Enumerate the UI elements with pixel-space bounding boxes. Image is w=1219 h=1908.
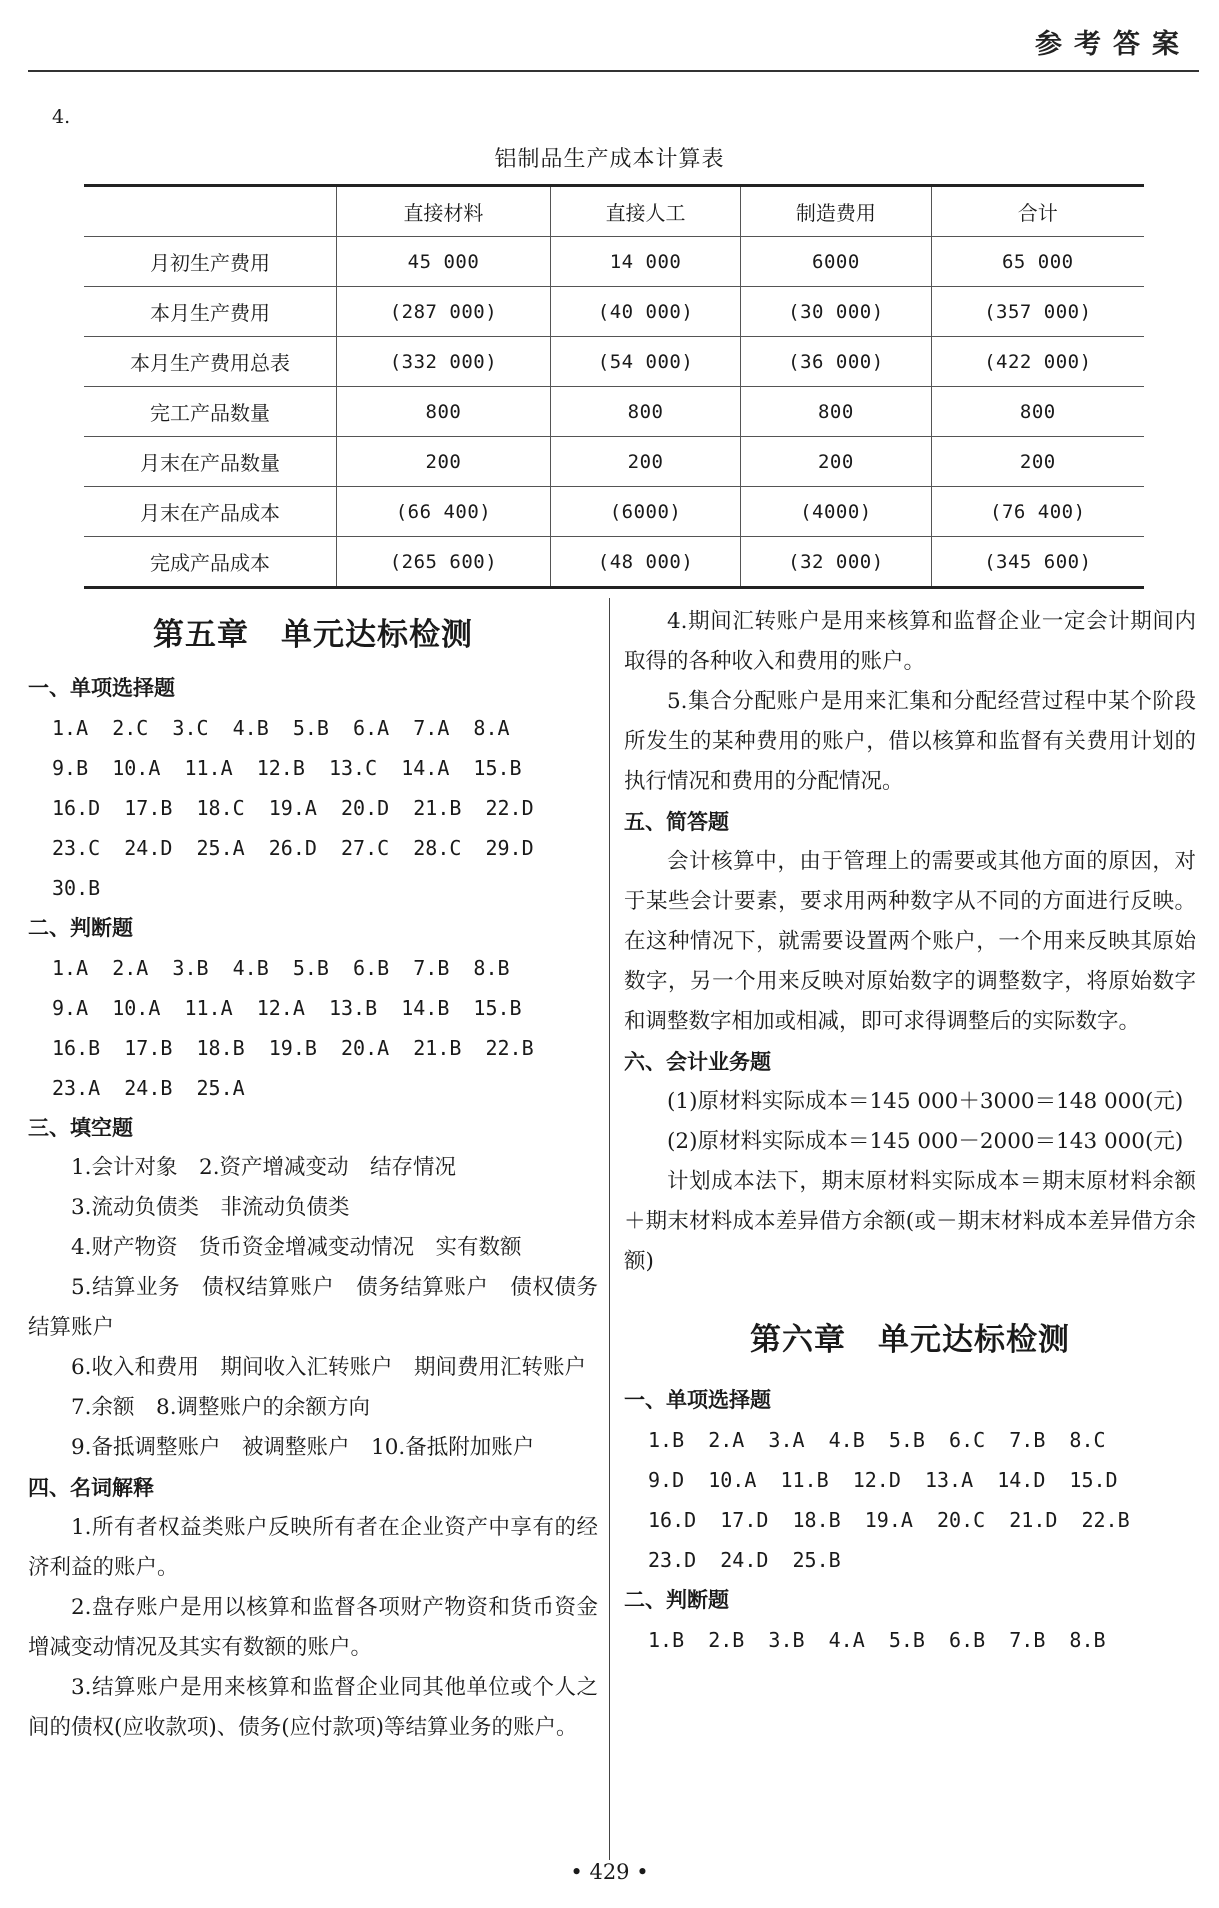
fill-answer: 4.财产物资 货币资金增减变动情况 实有数额 <box>71 1235 522 1260</box>
short-answer: 会计核算中，由于管理上的需要或其他方面的原因，对于某些会计要素，要求用两种数字从不同的方面进行反映。在这种情况下，就需要设置两个账户，一个用来反映其原始数字，另一个用来反映对原始数字的调整数字，将原始数字和调整数字相加或相减，即可求得调整后的实际数字。 <box>624 849 1196 1034</box>
page-number: • 429 • <box>570 1860 649 1884</box>
definition: 5.集合分配账户是用来汇集和分配经营过程中某个阶段所发生的某种费用的账户，借以核算和监督有关费用计划的执行情况和费用的分配情况。 <box>624 689 1196 794</box>
table-row <box>84 537 1144 588</box>
answer-line: 1.A 2.C 3.C 4.B 5.B 6.A 7.A 8.A <box>52 716 510 740</box>
definition: 4.期间汇转账户是用来核算和监督企业一定会计期间内取得的各种收入和费用的账户。 <box>624 609 1196 674</box>
table-row <box>84 387 1144 437</box>
table-cell: 200 <box>550 437 740 487</box>
table-cell: (54 000) <box>550 337 740 387</box>
answer-line: 23.A 24.B 25.A <box>52 1076 245 1100</box>
table-cell: (76 400) <box>931 487 1144 537</box>
table-header-cell <box>84 186 337 237</box>
answer-line: 1.B 2.B 3.B 4.A 5.B 6.B 7.B 8.B <box>648 1628 1106 1652</box>
row-label: 月初生产费用 <box>84 237 337 287</box>
table-cell: (265 600) <box>337 537 551 588</box>
answer-line: 16.D 17.B 18.C 19.A 20.D 21.B 22.D <box>52 796 534 820</box>
table-cell: (6000) <box>550 487 740 537</box>
row-label: 完成产品成本 <box>84 537 337 588</box>
table-header-cell: 合计 <box>931 186 1144 237</box>
section-heading: 二、判断题 <box>28 916 133 940</box>
table-row <box>84 337 1144 387</box>
table-cell: (32 000) <box>741 537 931 588</box>
answer-line: 1.B 2.A 3.A 4.B 5.B 6.C 7.B 8.C <box>648 1428 1106 1452</box>
accounting-answer: (2)原材料实际成本＝145 000－2000＝143 000(元) <box>667 1129 1184 1154</box>
section-heading: 一、单项选择题 <box>624 1388 771 1412</box>
definition: 1.所有者权益类账户反映所有者在企业资产中享有的经济利益的账户。 <box>28 1515 598 1580</box>
section-heading: 一、单项选择题 <box>28 676 175 700</box>
question-number: 4. <box>52 106 71 128</box>
row-label: 本月生产费用 <box>84 287 337 337</box>
table-cell: (287 000) <box>337 287 551 337</box>
table-cell: 6000 <box>741 237 931 287</box>
table-cell: 800 <box>337 387 551 437</box>
cost-table <box>84 184 1144 589</box>
fill-answer: 9.备抵调整账户 被调整账户 10.备抵附加账户 <box>71 1435 535 1460</box>
right-column <box>624 602 1196 1660</box>
chapter6-title-wrap <box>624 1300 1196 1380</box>
accounting-answer: 计划成本法下，期末原材料实际成本＝期末原材料余额＋期末材料成本差异借方余额(或－期末材料成本差异借方余额) <box>624 1169 1196 1274</box>
answer-line: 9.A 10.A 11.A 12.A 13.B 14.B 15.B <box>52 996 522 1020</box>
accounting-answer: (1)原材料实际成本＝145 000＋3000＝148 000(元) <box>667 1089 1184 1114</box>
row-label: 月末在产品成本 <box>84 487 337 537</box>
left-column <box>28 602 598 1748</box>
section-heading: 三、填空题 <box>28 1116 133 1140</box>
table-cell: (66 400) <box>337 487 551 537</box>
row-label: 完工产品数量 <box>84 387 337 437</box>
section-heading: 五、简答题 <box>624 810 729 834</box>
definition: 2.盘存账户是用以核算和监督各项财产物资和货币资金增减变动情况及其实有数额的账户。 <box>28 1595 598 1660</box>
answer-line: 30.B <box>52 876 101 900</box>
table-header-cell: 直接材料 <box>337 186 551 237</box>
table-cell: (422 000) <box>931 337 1144 387</box>
answer-line: 16.D 17.D 18.B 19.A 20.C 21.D 22.B <box>648 1508 1130 1532</box>
row-label: 本月生产费用总表 <box>84 337 337 387</box>
table-cell: 65 000 <box>931 237 1144 287</box>
table-cell: 200 <box>337 437 551 487</box>
fill-answer: 3.流动负债类 非流动负债类 <box>71 1195 350 1220</box>
table-header-row <box>84 186 1144 237</box>
fill-answer: 1.会计对象 2.资产增减变动 结存情况 <box>71 1155 457 1180</box>
table-caption: 铝制品生产成本计算表 <box>494 147 725 172</box>
table-cell: 45 000 <box>337 237 551 287</box>
table-cell: (30 000) <box>741 287 931 337</box>
chapter5-title: 第五章 单元达标检测 <box>153 617 473 653</box>
table-row <box>84 487 1144 537</box>
row-label: 月末在产品数量 <box>84 437 337 487</box>
answer-line: 9.D 10.A 11.B 12.D 13.A 14.D 15.D <box>648 1468 1118 1492</box>
answer-line: 23.D 24.D 25.B <box>648 1548 841 1572</box>
table-cell: 800 <box>550 387 740 437</box>
table-cell: 200 <box>741 437 931 487</box>
column-divider <box>609 598 610 1860</box>
chapter6-title: 第六章 单元达标检测 <box>750 1322 1070 1358</box>
table-cell: (40 000) <box>550 287 740 337</box>
table-cell: 14 000 <box>550 237 740 287</box>
chapter5-title-wrap <box>28 602 598 668</box>
table-cell: (36 000) <box>741 337 931 387</box>
definition: 3.结算账户是用来核算和监督企业同其他单位或个人之间的债权(应收款项)、债务(应付款项)等结算业务的账户。 <box>28 1675 598 1740</box>
answer-line: 9.B 10.A 11.A 12.B 13.C 14.A 15.B <box>52 756 522 780</box>
table-row <box>84 437 1144 487</box>
table-cell: (48 000) <box>550 537 740 588</box>
header-rule <box>28 70 1199 72</box>
fill-answer: 5.结算业务 债权结算账户 债务结算账户 债权债务结算账户 <box>28 1275 598 1340</box>
section-heading: 二、判断题 <box>624 1588 729 1612</box>
answer-line: 16.B 17.B 18.B 19.B 20.A 21.B 22.B <box>52 1036 534 1060</box>
table-cell: 800 <box>741 387 931 437</box>
table-cell: (4000) <box>741 487 931 537</box>
header-title: 参考答案 <box>1035 29 1191 60</box>
table-header-cell: 制造费用 <box>741 186 931 237</box>
answer-line: 23.C 24.D 25.A 26.D 27.C 28.C 29.D <box>52 836 534 860</box>
section-heading: 四、名词解释 <box>28 1476 154 1500</box>
table-row <box>84 287 1144 337</box>
table-cell: (345 600) <box>931 537 1144 588</box>
table-cell: (357 000) <box>931 287 1144 337</box>
table-row <box>84 237 1144 287</box>
table-cell: (332 000) <box>337 337 551 387</box>
table-cell: 800 <box>931 387 1144 437</box>
table-cell: 200 <box>931 437 1144 487</box>
table-header-cell: 直接人工 <box>550 186 740 237</box>
fill-answer: 6.收入和费用 期间收入汇转账户 期间费用汇转账户 <box>71 1355 587 1380</box>
answer-line: 1.A 2.A 3.B 4.B 5.B 6.B 7.B 8.B <box>52 956 510 980</box>
section-heading: 六、会计业务题 <box>624 1050 771 1074</box>
fill-answer: 7.余额 8.调整账户的余额方向 <box>71 1395 371 1420</box>
